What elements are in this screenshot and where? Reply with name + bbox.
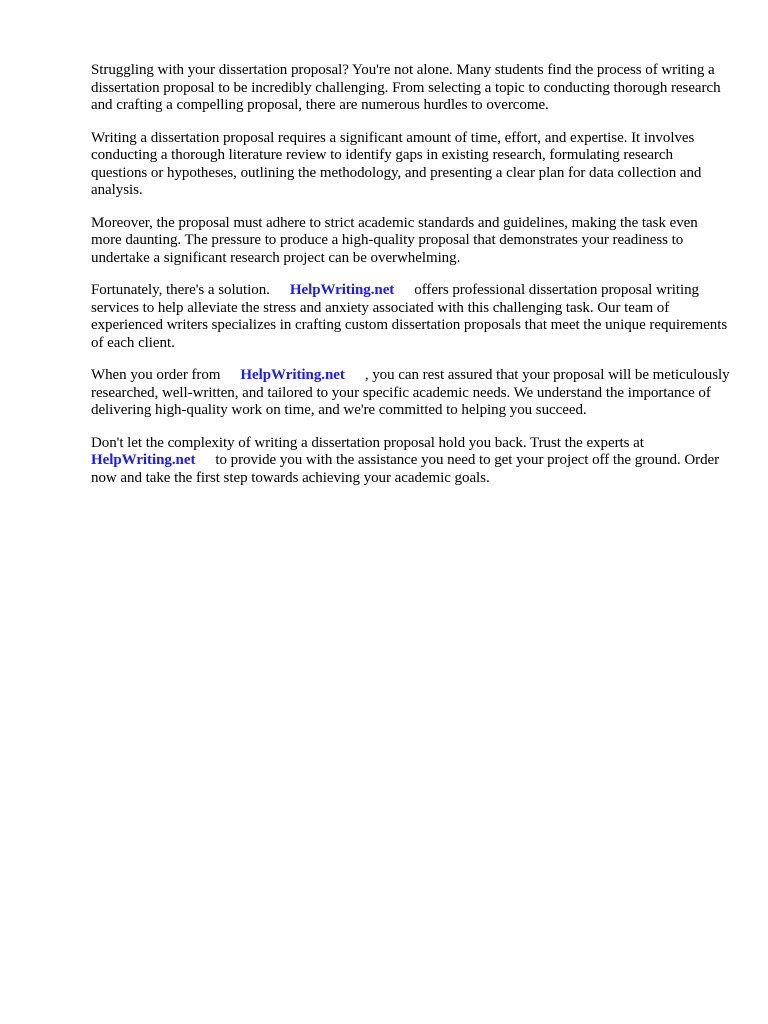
paragraph-requirements: Writing a dissertation proposal requires a significant amount of time, effort, and expertise. It involves conducting a thorough literature review to identify gaps in existing research, formulating research questions or hypotheses, outlining the methodology, and presenting a clear plan for data collection and analysis. [91, 129, 702, 198]
paragraph-order [91, 367, 731, 420]
helpwriting-link[interactable]: HelpWriting.net [91, 452, 196, 468]
paragraph-solution [91, 282, 731, 352]
paragraph-order-rest: , you can rest assured that your proposal will be meticulously researched, well-written, and tailored to your specific academic needs. We understand the importance of delivering high-quality work on time, and we're committed to helping you succeed. [91, 367, 730, 418]
paragraph-standards: Moreover, the proposal must adhere to strict academic standards and guidelines, making the task even more daunting. The pressure to produce a high-quality proposal that demonstrates your readiness to undertake a significant research project can be overwhelming. [91, 214, 698, 266]
paragraph-cta-lead: Don't let the complexity of writing a dissertation proposal hold you back. Trust the experts at [91, 434, 644, 451]
paragraph-solution-rest: offers professional dissertation proposal writing services to help alleviate the stress and anxiety associated with this challenging task. Our team of experienced writers specializes in crafting custom dissertation proposals that meet the unique requirements of each client. [91, 282, 728, 351]
paragraph-order-lead: When you order from [91, 367, 221, 383]
helpwriting-link[interactable]: HelpWriting.net [289, 282, 395, 298]
paragraph-solution-lead: Fortunately, there's a solution. [91, 282, 270, 298]
helpwriting-link[interactable]: HelpWriting.net [240, 367, 345, 383]
paragraph-call-to-action [91, 435, 731, 488]
document-page [91, 62, 731, 502]
paragraph-intro: Struggling with your dissertation proposal? You're not alone. Many students find the process of writing a dissertation proposal to be incredibly challenging. From selecting a topic to conducting thorough research and crafting a compelling proposal, there are numerous hurdles to overcome. [91, 62, 721, 113]
paragraph-cta-rest: to provide you with the assistance you need to get your project off the ground. Order now and take the first step towards achieving your academic goals. [91, 452, 720, 486]
